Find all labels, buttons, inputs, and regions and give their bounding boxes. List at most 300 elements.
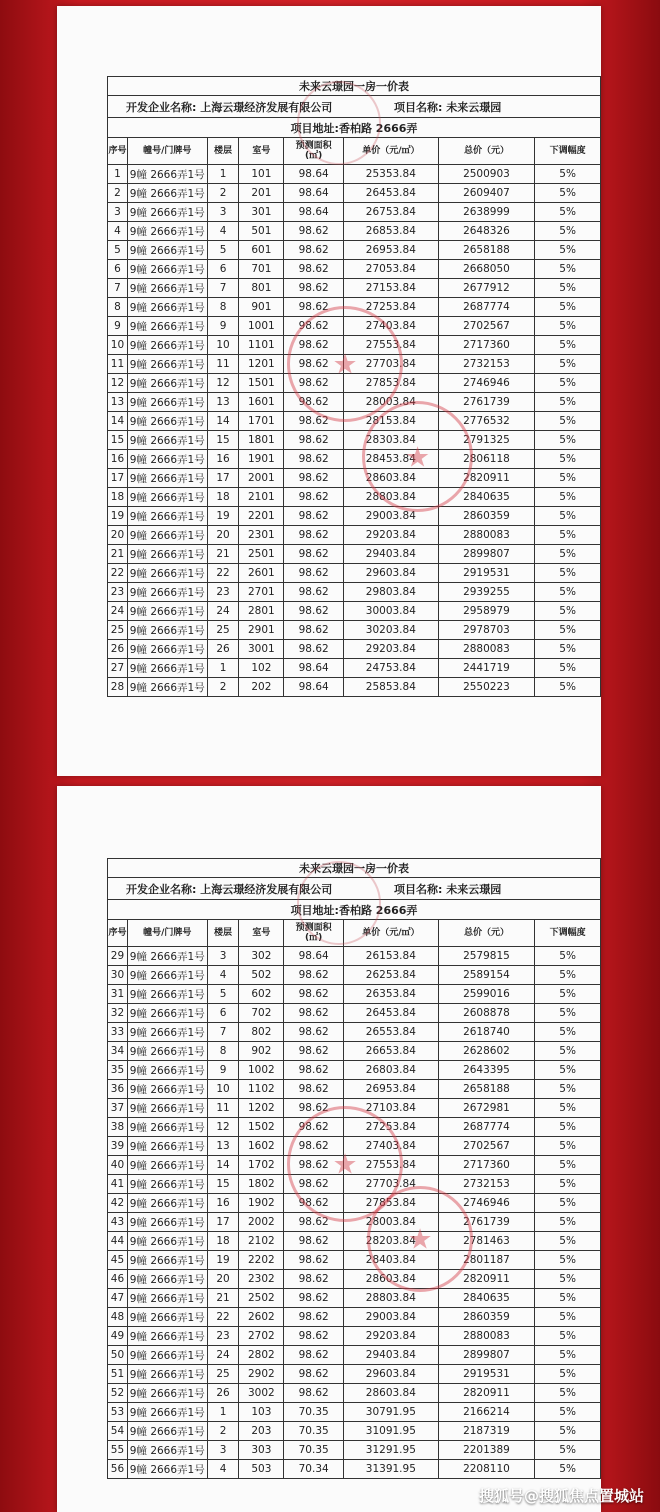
cell-floor: 5: [208, 985, 240, 1003]
address-label: 项目地址:: [290, 121, 339, 135]
cell-room: 901: [239, 298, 284, 316]
cell-area: 98.62: [284, 1061, 344, 1079]
cell-floor: 11: [208, 355, 240, 373]
cell-area: 98.62: [284, 1384, 344, 1402]
cell-area: 98.62: [284, 526, 344, 544]
table-row: [107, 1004, 601, 1023]
header-total-price: 总价（元）: [439, 138, 536, 164]
cell-room: 1101: [239, 336, 284, 354]
cell-building: 9幢 2666弄1号: [128, 1232, 208, 1250]
cell-floor: 23: [208, 583, 240, 601]
cell-unit-price: 26353.84: [344, 985, 439, 1003]
header-floor: 楼层: [208, 138, 240, 164]
cell-room: 101: [239, 165, 284, 183]
cell-floor: 10: [208, 1080, 240, 1098]
cell-total-price: 2702567: [439, 1137, 536, 1155]
cell-floor: 4: [208, 222, 240, 240]
cell-area: 98.62: [284, 507, 344, 525]
table-title: 未来云璟园一房一价表: [107, 76, 601, 96]
cell-unit-price: 29203.84: [344, 526, 439, 544]
cell-room: 301: [239, 203, 284, 221]
table-row: [107, 298, 601, 317]
cell-room: 1502: [239, 1118, 284, 1136]
table-row: [107, 1080, 601, 1099]
cell-building: 9幢 2666弄1号: [128, 184, 208, 202]
cell-room: 801: [239, 279, 284, 297]
cell-total-price: 2599016: [439, 985, 536, 1003]
cell-building: 9幢 2666弄1号: [128, 583, 208, 601]
cell-unit-price: 27553.84: [344, 1156, 439, 1174]
cell-unit-price: 25853.84: [344, 678, 439, 696]
cell-seq: 46: [108, 1270, 128, 1288]
cell-area: 98.62: [284, 260, 344, 278]
cell-seq: 7: [108, 279, 128, 297]
cell-seq: 51: [108, 1365, 128, 1383]
header-area: 预测面积 (㎡): [284, 920, 344, 946]
cell-floor: 21: [208, 1289, 240, 1307]
cell-unit-price: 26853.84: [344, 222, 439, 240]
cell-building: 9幢 2666弄1号: [128, 1327, 208, 1345]
cell-seq: 2: [108, 184, 128, 202]
cell-floor: 20: [208, 1270, 240, 1288]
cell-seq: 30: [108, 966, 128, 984]
cell-total-price: 2702567: [439, 317, 536, 335]
cell-area: 98.62: [284, 241, 344, 259]
cell-unit-price: 26553.84: [344, 1023, 439, 1041]
cell-seq: 50: [108, 1346, 128, 1364]
cell-area: 98.64: [284, 947, 344, 965]
cell-building: 9幢 2666弄1号: [128, 1251, 208, 1269]
table-row: [107, 1023, 601, 1042]
cell-building: 9幢 2666弄1号: [128, 985, 208, 1003]
cell-total-price: 2187319: [439, 1422, 536, 1440]
table-row: [107, 260, 601, 279]
cell-adjust: 5%: [559, 1045, 576, 1057]
cell-area: 98.62: [284, 1270, 344, 1288]
cell-unit-price: 29403.84: [344, 1346, 439, 1364]
cell-room: 1002: [239, 1061, 284, 1079]
cell-building: 9幢 2666弄1号: [128, 260, 208, 278]
table-row: [107, 203, 601, 222]
source-watermark: 搜狐号@搜狐焦点置城站: [478, 1487, 644, 1505]
price-table-2: [107, 858, 601, 1479]
cell-floor: 25: [208, 621, 240, 639]
cell-room: 102: [239, 659, 284, 677]
cell-area: 98.64: [284, 165, 344, 183]
cell-unit-price: 31391.95: [344, 1460, 439, 1478]
cell-building: 9幢 2666弄1号: [128, 1403, 208, 1421]
cell-adjust: 5%: [559, 586, 576, 598]
header-floor: 楼层: [208, 920, 240, 946]
cell-room: 2802: [239, 1346, 284, 1364]
cell-area: 98.64: [284, 184, 344, 202]
cell-floor: 23: [208, 1327, 240, 1345]
cell-unit-price: 28803.84: [344, 1289, 439, 1307]
cell-seq: 55: [108, 1441, 128, 1459]
cell-total-price: 2677912: [439, 279, 536, 297]
cell-total-price: 2791325: [439, 431, 536, 449]
cell-total-price: 2978703: [439, 621, 536, 639]
cell-building: 9幢 2666弄1号: [128, 1061, 208, 1079]
cell-seq: 44: [108, 1232, 128, 1250]
cell-total-price: 2500903: [439, 165, 536, 183]
cell-room: 2501: [239, 545, 284, 563]
cell-floor: 11: [208, 1099, 240, 1117]
header-seq: 序号: [108, 920, 128, 946]
cell-building: 9幢 2666弄1号: [128, 1422, 208, 1440]
cell-area: 98.64: [284, 678, 344, 696]
cell-building: 9幢 2666弄1号: [128, 1194, 208, 1212]
cell-adjust: 5%: [559, 415, 576, 427]
cell-building: 9幢 2666弄1号: [128, 966, 208, 984]
cell-area: 70.35: [284, 1422, 344, 1440]
cell-room: 2901: [239, 621, 284, 639]
cell-floor: 16: [208, 1194, 240, 1212]
cell-total-price: 2687774: [439, 1118, 536, 1136]
cell-seq: 21: [108, 545, 128, 563]
cell-total-price: 2939255: [439, 583, 536, 601]
cell-building: 9幢 2666弄1号: [128, 1156, 208, 1174]
cell-seq: 40: [108, 1156, 128, 1174]
cell-seq: 1: [108, 165, 128, 183]
cell-area: 98.64: [284, 659, 344, 677]
cell-seq: 49: [108, 1327, 128, 1345]
cell-room: 303: [239, 1441, 284, 1459]
cell-seq: 18: [108, 488, 128, 506]
cell-floor: 17: [208, 1213, 240, 1231]
cell-room: 1202: [239, 1099, 284, 1117]
cell-seq: 34: [108, 1042, 128, 1060]
cell-total-price: 2658188: [439, 241, 536, 259]
cell-floor: 1: [208, 1403, 240, 1421]
cell-floor: 13: [208, 1137, 240, 1155]
cell-building: 9幢 2666弄1号: [128, 241, 208, 259]
cell-total-price: 2618740: [439, 1023, 536, 1041]
cell-seq: 8: [108, 298, 128, 316]
cell-seq: 17: [108, 469, 128, 487]
cell-area: 98.62: [284, 1118, 344, 1136]
cell-adjust: 5%: [559, 1102, 576, 1114]
cell-building: 9幢 2666弄1号: [128, 659, 208, 677]
cell-adjust: 5%: [559, 1444, 576, 1456]
cell-total-price: 2732153: [439, 1175, 536, 1193]
cell-room: 1601: [239, 393, 284, 411]
cell-unit-price: 27253.84: [344, 298, 439, 316]
cell-total-price: 2658188: [439, 1080, 536, 1098]
cell-area: 98.62: [284, 279, 344, 297]
cell-room: 1901: [239, 450, 284, 468]
cell-building: 9幢 2666弄1号: [128, 1004, 208, 1022]
table-row: [107, 1175, 601, 1194]
cell-seq: 39: [108, 1137, 128, 1155]
cell-unit-price: 26153.84: [344, 947, 439, 965]
table-row: [107, 1289, 601, 1308]
cell-total-price: 2801187: [439, 1251, 536, 1269]
cell-room: 202: [239, 678, 284, 696]
cell-building: 9幢 2666弄1号: [128, 1099, 208, 1117]
cell-area: 98.62: [284, 1080, 344, 1098]
cell-room: 2202: [239, 1251, 284, 1269]
cell-building: 9幢 2666弄1号: [128, 355, 208, 373]
cell-building: 9幢 2666弄1号: [128, 1023, 208, 1041]
table-row: [107, 1194, 601, 1213]
cell-total-price: 2880083: [439, 526, 536, 544]
cell-adjust: 5%: [559, 1463, 576, 1475]
cell-seq: 35: [108, 1061, 128, 1079]
cell-building: 9幢 2666弄1号: [128, 947, 208, 965]
cell-area: 98.62: [284, 1232, 344, 1250]
cell-seq: 41: [108, 1175, 128, 1193]
cell-adjust: 5%: [559, 605, 576, 617]
cell-floor: 8: [208, 298, 240, 316]
cell-building: 9幢 2666弄1号: [128, 317, 208, 335]
cell-seq: 15: [108, 431, 128, 449]
cell-floor: 12: [208, 374, 240, 392]
cell-area: 98.62: [284, 1156, 344, 1174]
cell-total-price: 2441719: [439, 659, 536, 677]
table-row: [107, 184, 601, 203]
cell-adjust: 5%: [559, 510, 576, 522]
project-label: 项目名称:: [394, 100, 443, 114]
cell-total-price: 2608878: [439, 1004, 536, 1022]
cell-adjust: 5%: [559, 453, 576, 465]
cell-room: 902: [239, 1042, 284, 1060]
cell-room: 1701: [239, 412, 284, 430]
cell-floor: 14: [208, 412, 240, 430]
cell-adjust: 5%: [559, 1273, 576, 1285]
cell-floor: 1: [208, 165, 240, 183]
table-row: [107, 1270, 601, 1289]
cell-unit-price: 27703.84: [344, 355, 439, 373]
cell-seq: 24: [108, 602, 128, 620]
table-row: [107, 545, 601, 564]
table-row: [107, 602, 601, 621]
cell-building: 9幢 2666弄1号: [128, 1308, 208, 1326]
cell-adjust: 5%: [559, 1387, 576, 1399]
cell-floor: 24: [208, 602, 240, 620]
cell-unit-price: 28303.84: [344, 431, 439, 449]
cell-area: 70.35: [284, 1403, 344, 1421]
cell-adjust: 5%: [559, 1216, 576, 1228]
developer-label: 开发企业名称:: [126, 882, 197, 896]
cell-room: 3002: [239, 1384, 284, 1402]
cell-seq: 19: [108, 507, 128, 525]
cell-room: 2102: [239, 1232, 284, 1250]
cell-adjust: 5%: [559, 1083, 576, 1095]
cell-area: 98.62: [284, 1251, 344, 1269]
cell-area: 98.62: [284, 1213, 344, 1231]
price-sheet-page-2: [57, 786, 601, 1512]
table-row: [107, 1118, 601, 1137]
cell-adjust: 5%: [559, 1368, 576, 1380]
table-row: [107, 1251, 601, 1270]
table-row: [107, 450, 601, 469]
cell-room: 2002: [239, 1213, 284, 1231]
cell-building: 9幢 2666弄1号: [128, 1346, 208, 1364]
cell-total-price: 2781463: [439, 1232, 536, 1250]
cell-area: 98.62: [284, 1194, 344, 1212]
cell-unit-price: 27153.84: [344, 279, 439, 297]
cell-room: 1001: [239, 317, 284, 335]
cell-seq: 12: [108, 374, 128, 392]
address-value: 香柏路 2666弄: [338, 121, 418, 135]
cell-adjust: 5%: [559, 1007, 576, 1019]
cell-building: 9幢 2666弄1号: [128, 678, 208, 696]
table-row: [107, 279, 601, 298]
cell-total-price: 2806118: [439, 450, 536, 468]
cell-seq: 5: [108, 241, 128, 259]
header-adjust: 下调幅度: [549, 928, 586, 938]
cell-area: 98.62: [284, 374, 344, 392]
cell-area: 98.62: [284, 1365, 344, 1383]
cell-floor: 25: [208, 1365, 240, 1383]
cell-seq: 3: [108, 203, 128, 221]
cell-room: 1801: [239, 431, 284, 449]
cell-unit-price: 26653.84: [344, 1042, 439, 1060]
cell-unit-price: 26453.84: [344, 1004, 439, 1022]
cell-seq: 10: [108, 336, 128, 354]
cell-unit-price: 31091.95: [344, 1422, 439, 1440]
cell-building: 9幢 2666弄1号: [128, 1384, 208, 1402]
cell-area: 98.62: [284, 1346, 344, 1364]
cell-total-price: 2201389: [439, 1441, 536, 1459]
cell-area: 98.62: [284, 1289, 344, 1307]
cell-total-price: 2880083: [439, 1327, 536, 1345]
cell-room: 203: [239, 1422, 284, 1440]
cell-unit-price: 27403.84: [344, 1137, 439, 1155]
cell-building: 9幢 2666弄1号: [128, 1365, 208, 1383]
cell-room: 302: [239, 947, 284, 965]
cell-seq: 4: [108, 222, 128, 240]
cell-area: 70.35: [284, 1441, 344, 1459]
cell-adjust: 5%: [559, 681, 576, 693]
cell-room: 2502: [239, 1289, 284, 1307]
table-row: [107, 621, 601, 640]
cell-area: 98.62: [284, 412, 344, 430]
cell-adjust: 5%: [559, 643, 576, 655]
cell-area: 98.62: [284, 336, 344, 354]
cell-room: 2701: [239, 583, 284, 601]
cell-unit-price: 28603.84: [344, 1384, 439, 1402]
cell-total-price: 2628602: [439, 1042, 536, 1060]
cell-seq: 36: [108, 1080, 128, 1098]
cell-room: 201: [239, 184, 284, 202]
cell-seq: 38: [108, 1118, 128, 1136]
cell-floor: 4: [208, 966, 240, 984]
header-area: 预测面积 (㎡): [284, 138, 344, 164]
cell-area: 98.62: [284, 1327, 344, 1345]
table-row: [107, 488, 601, 507]
cell-building: 9幢 2666弄1号: [128, 640, 208, 658]
address-label: 项目地址:: [290, 903, 339, 917]
table-row: [107, 526, 601, 545]
table-body-2: [107, 947, 601, 1479]
cell-adjust: 5%: [559, 1292, 576, 1304]
cell-room: 702: [239, 1004, 284, 1022]
cell-unit-price: 29203.84: [344, 1327, 439, 1345]
cell-total-price: 2899807: [439, 1346, 536, 1364]
cell-room: 1802: [239, 1175, 284, 1193]
cell-adjust: 5%: [559, 1140, 576, 1152]
cell-floor: 3: [208, 947, 240, 965]
cell-room: 2601: [239, 564, 284, 582]
cell-unit-price: 29003.84: [344, 507, 439, 525]
cell-adjust: 5%: [559, 168, 576, 180]
cell-adjust: 5%: [559, 662, 576, 674]
cell-total-price: 2919531: [439, 1365, 536, 1383]
cell-adjust: 5%: [559, 263, 576, 275]
cell-floor: 18: [208, 1232, 240, 1250]
cell-floor: 8: [208, 1042, 240, 1060]
cell-floor: 2: [208, 1422, 240, 1440]
cell-unit-price: 27053.84: [344, 260, 439, 278]
cell-total-price: 2860359: [439, 507, 536, 525]
cell-seq: 9: [108, 317, 128, 335]
project-label: 项目名称:: [394, 882, 443, 896]
table-row: [107, 985, 601, 1004]
table-row: [107, 1365, 601, 1384]
table-row: [107, 355, 601, 374]
cell-unit-price: 29603.84: [344, 564, 439, 582]
cell-total-price: 2166214: [439, 1403, 536, 1421]
cell-adjust: 5%: [559, 1159, 576, 1171]
cell-area: 98.62: [284, 966, 344, 984]
cell-seq: 42: [108, 1194, 128, 1212]
table-row: [107, 317, 601, 336]
cell-building: 9幢 2666弄1号: [128, 469, 208, 487]
cell-room: 1501: [239, 374, 284, 392]
address-value: 香柏路 2666弄: [338, 903, 418, 917]
cell-adjust: 5%: [559, 206, 576, 218]
cell-adjust: 5%: [559, 491, 576, 503]
table-row: [107, 1213, 601, 1232]
cell-seq: 43: [108, 1213, 128, 1231]
header-seq: 序号: [108, 138, 128, 164]
cell-adjust: 5%: [559, 187, 576, 199]
cell-adjust: 5%: [559, 377, 576, 389]
cell-total-price: 2732153: [439, 355, 536, 373]
cell-room: 2801: [239, 602, 284, 620]
cell-seq: 54: [108, 1422, 128, 1440]
cell-total-price: 2638999: [439, 203, 536, 221]
cell-area: 98.62: [284, 1099, 344, 1117]
cell-adjust: 5%: [559, 301, 576, 313]
cell-adjust: 5%: [559, 950, 576, 962]
cell-total-price: 2648326: [439, 222, 536, 240]
cell-unit-price: 26803.84: [344, 1061, 439, 1079]
cell-seq: 47: [108, 1289, 128, 1307]
cell-area: 98.62: [284, 222, 344, 240]
cell-building: 9幢 2666弄1号: [128, 374, 208, 392]
cell-floor: 3: [208, 203, 240, 221]
cell-room: 601: [239, 241, 284, 259]
table-row: [107, 564, 601, 583]
cell-floor: 12: [208, 1118, 240, 1136]
header-room: 室号: [239, 920, 284, 946]
table-row: [107, 583, 601, 602]
cell-building: 9幢 2666弄1号: [128, 1080, 208, 1098]
cell-room: 502: [239, 966, 284, 984]
cell-room: 2001: [239, 469, 284, 487]
cell-unit-price: 28603.84: [344, 1270, 439, 1288]
cell-total-price: 2746946: [439, 1194, 536, 1212]
cell-floor: 24: [208, 1346, 240, 1364]
cell-floor: 10: [208, 336, 240, 354]
cell-room: 501: [239, 222, 284, 240]
project-name: 未来云璟园: [446, 100, 502, 114]
cell-adjust: 5%: [559, 1311, 576, 1323]
cell-total-price: 2589154: [439, 966, 536, 984]
